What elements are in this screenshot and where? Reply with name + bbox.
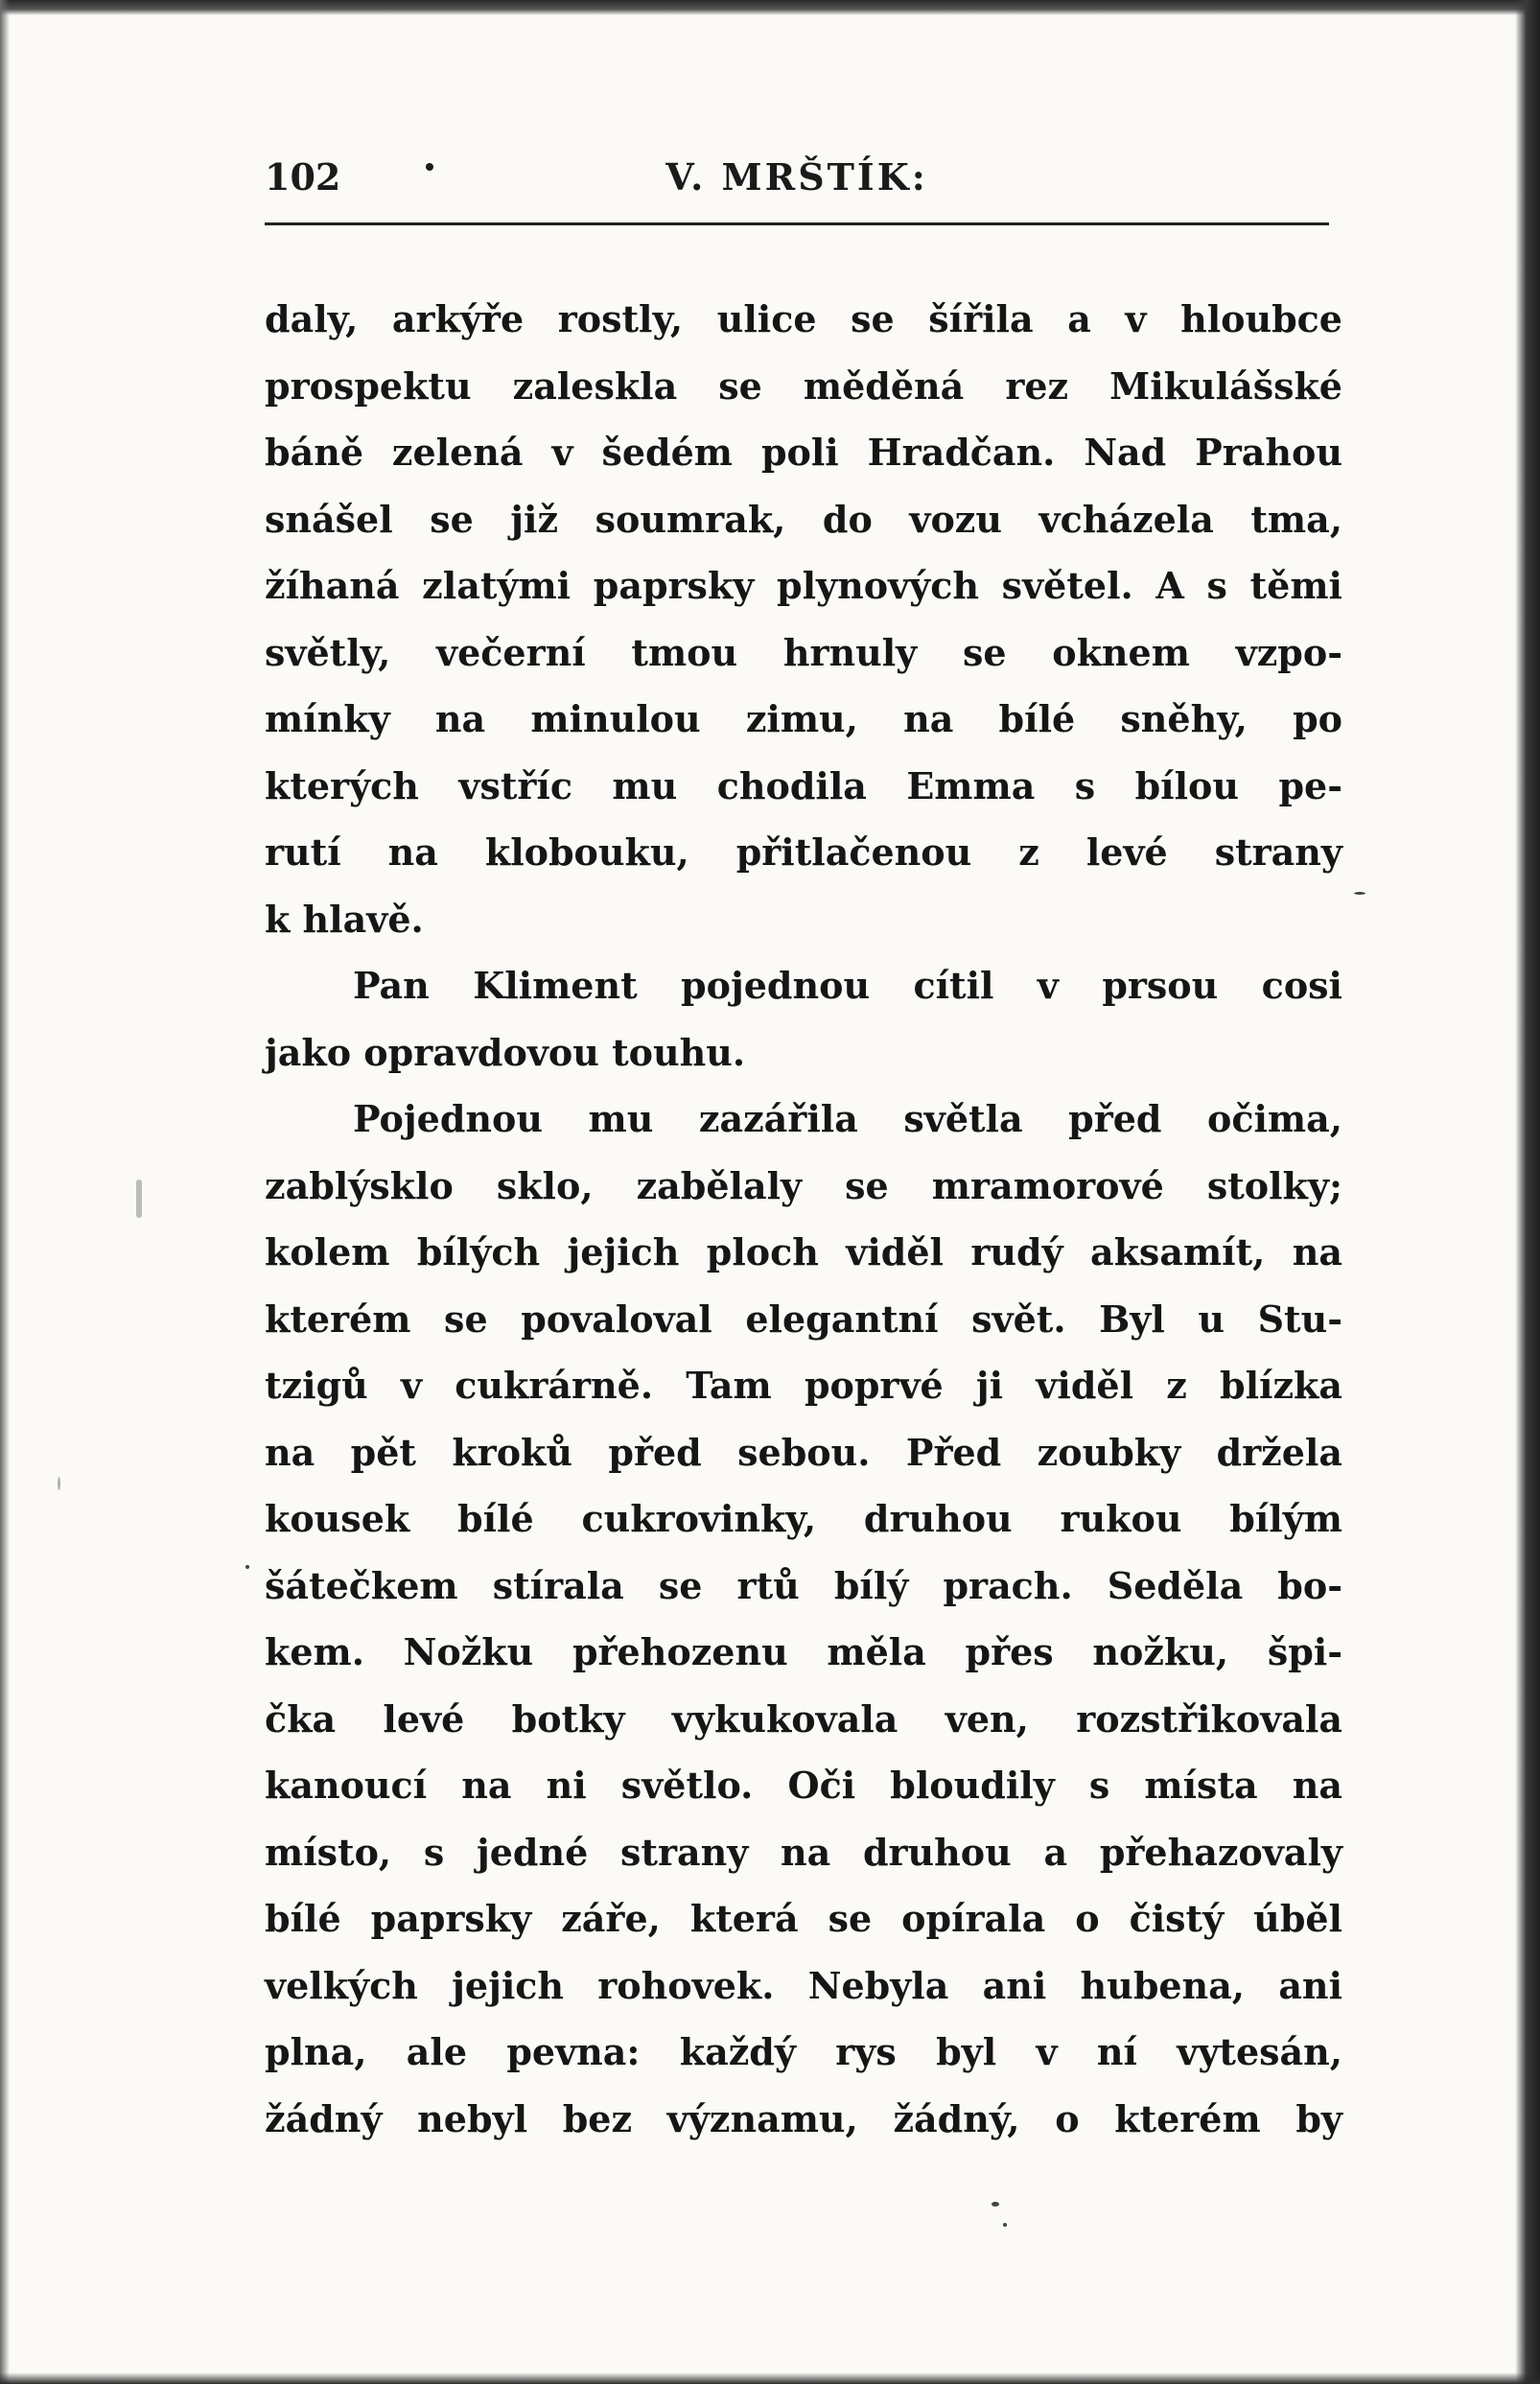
scan-speck xyxy=(245,1565,249,1569)
text-line: zablýsklo sklo, zabělaly se mramorové stolky; xyxy=(265,1163,1342,1207)
paragraph-1 xyxy=(265,286,1342,952)
text-line: báně zelená v šedém poli Hradčan. Nad Prahou xyxy=(265,431,1342,474)
page-edge-shadow-top xyxy=(0,0,1540,15)
text-line: kolem bílých jejich ploch viděl rudý aksamít, na xyxy=(265,1230,1342,1274)
text-line: jako opravdovou touhu. xyxy=(265,1030,746,1074)
scan-speck xyxy=(58,1477,60,1490)
paragraph-3 xyxy=(265,1086,1342,2152)
text-line: velkých jejich rohovek. Nebyla ani hubena, ani xyxy=(265,1963,1342,2007)
running-title: V. MRŠTÍK: xyxy=(665,155,928,199)
scan-speck xyxy=(1354,892,1365,895)
scan-speck xyxy=(992,2202,999,2207)
text-line: kanoucí na ni světlo. Oči bloudily s místa na xyxy=(265,1764,1342,1807)
page-number: 102 xyxy=(265,155,341,199)
text-line: snášel se již soumrak, do vozu vcházela tma, xyxy=(265,497,1342,541)
text-line: tzigů v cukrárně. Tam poprvé ji viděl z blízka xyxy=(265,1364,1342,1407)
header-rule xyxy=(265,222,1329,225)
running-header xyxy=(265,152,1329,211)
page-edge-shadow-bottom xyxy=(0,2372,1540,2384)
text-line: Pojednou mu zazářila světla před očima, xyxy=(353,1097,1342,1140)
text-line: mínky na minulou zimu, na bílé sněhy, po xyxy=(265,697,1342,740)
text-line: kousek bílé cukrovinky, druhou rukou bílým xyxy=(265,1497,1342,1540)
text-line: na pět kroků před sebou. Před zoubky držela xyxy=(265,1430,1342,1474)
text-line: prospektu zaleskla se měděná rez Mikulášské xyxy=(265,363,1342,408)
text-line: čka levé botky vykukovala ven, rozstřikovala xyxy=(265,1696,1342,1741)
body-text xyxy=(265,286,1342,2152)
text-line: kem. Nožku přehozenu měla přes nožku, špi- xyxy=(265,1630,1342,1673)
text-line: místo, s jedné strany na druhou a přehazovaly xyxy=(265,1830,1342,1874)
scan-speck xyxy=(1003,2223,1007,2227)
text-line: daly, arkýře rostly, ulice se šířila a v hloubce xyxy=(265,297,1342,340)
page-edge-shadow-left xyxy=(0,0,10,2384)
text-line: světly, večerní tmou hrnuly se oknem vzpo- xyxy=(265,630,1342,674)
text-line: šátečkem stírala se rtů bílý prach. Seděla bo- xyxy=(265,1563,1342,1607)
scan-speck xyxy=(136,1180,142,1218)
page-edge-shadow-right xyxy=(1515,0,1540,2384)
text-line: plna, ale pevna: každý rys byl v ní vytesán, xyxy=(265,2030,1342,2073)
text-line: kterých vstříc mu chodila Emma s bílou pe- xyxy=(265,763,1342,807)
text-line: žádný nebyl bez významu, žádný, o kterém by xyxy=(265,2096,1342,2140)
text-line: kterém se povaloval elegantní svět. Byl u Stu- xyxy=(265,1297,1342,1341)
text-line: bílé paprsky záře, která se opírala o čistý úběl xyxy=(265,1897,1342,1940)
text-line: Pan Kliment pojednou cítil v prsou cosi xyxy=(353,964,1342,1007)
text-line: k hlavě. xyxy=(265,897,424,941)
text-line: rutí na klobouku, přitlačenou z levé strany xyxy=(265,830,1342,874)
paragraph-2 xyxy=(265,952,1342,1086)
text-line: žíhaná zlatými paprsky plynových světel. A s těmi xyxy=(265,564,1342,607)
